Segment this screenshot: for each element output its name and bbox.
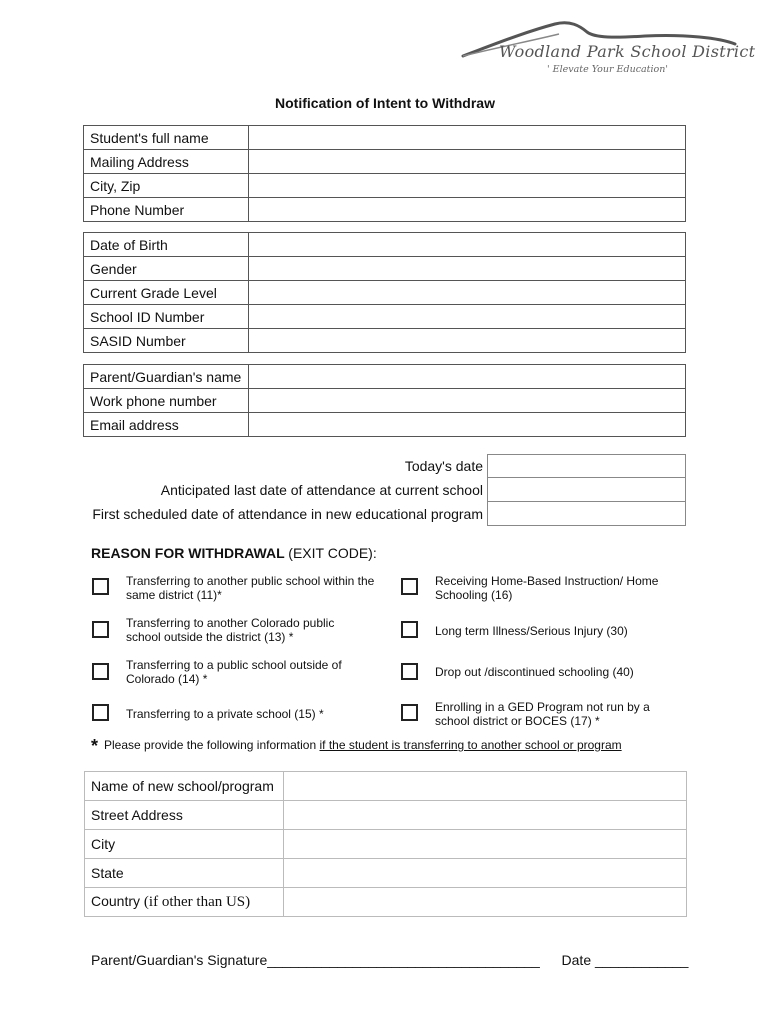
reason-option-label: Receiving Home-Based Instruction/ Home Schooling (16) <box>435 574 659 602</box>
field-label: Name of new school/program <box>85 772 284 801</box>
reason-heading <box>91 545 377 561</box>
field-label: Phone Number <box>84 198 249 222</box>
table-row <box>84 389 686 413</box>
student-info-table <box>83 125 686 222</box>
page-title: Notification of Intent to Withdraw <box>275 95 495 111</box>
todays-date-field[interactable] <box>487 454 686 478</box>
date-row <box>80 454 688 478</box>
table-row <box>84 329 686 353</box>
new-school-state-field[interactable] <box>284 859 687 888</box>
date-row <box>80 502 688 526</box>
table-row <box>84 281 686 305</box>
country-label: Country <box>91 893 141 909</box>
field-label: Date of Birth <box>84 233 249 257</box>
field-label: Parent/Guardian's name <box>84 365 249 389</box>
logo-name: Woodland Park School District <box>499 42 756 61</box>
field-label: Gender <box>84 257 249 281</box>
table-row <box>84 126 686 150</box>
district-logo <box>455 14 756 86</box>
field-label: City, Zip <box>84 174 249 198</box>
table-row <box>84 150 686 174</box>
email-field[interactable] <box>249 413 686 437</box>
reason-heading-text: REASON FOR WITHDRAWAL <box>91 545 285 561</box>
new-school-country-field[interactable] <box>284 888 687 917</box>
school-id-field[interactable] <box>249 305 686 329</box>
field-label: Student's full name <box>84 126 249 150</box>
date-label: Today's date <box>404 458 483 474</box>
checkbox-reason-17[interactable] <box>401 704 418 721</box>
field-label: City <box>85 830 284 859</box>
reason-option-label: Drop out /discontinued schooling (40) <box>435 665 634 679</box>
first-new-attendance-date-field[interactable] <box>487 502 686 526</box>
field-label: Email address <box>84 413 249 437</box>
phone-number-field[interactable] <box>249 198 686 222</box>
checkbox-reason-13[interactable] <box>92 621 109 638</box>
new-school-table <box>84 771 687 917</box>
checkbox-reason-16[interactable] <box>401 578 418 595</box>
checkbox-reason-40[interactable] <box>401 663 418 680</box>
date-label: First scheduled date of attendance in new educational program <box>92 506 483 522</box>
table-row <box>84 305 686 329</box>
sasid-field[interactable] <box>249 329 686 353</box>
date-row <box>80 478 688 502</box>
table-row <box>84 233 686 257</box>
field-label: Work phone number <box>84 389 249 413</box>
date-of-birth-field[interactable] <box>249 233 686 257</box>
table-row <box>84 257 686 281</box>
reason-option-label: Transferring to a public school outside of Colorado (14) * <box>126 658 342 686</box>
country-note: (if other than US) <box>143 894 251 910</box>
transfer-note <box>91 736 622 757</box>
reason-option-label: Enrolling in a GED Program not run by a school district or BOCES (17) * <box>435 700 650 728</box>
field-label: State <box>85 859 284 888</box>
student-name-field[interactable] <box>249 126 686 150</box>
field-label: Current Grade Level <box>84 281 249 305</box>
checkbox-reason-11[interactable] <box>92 578 109 595</box>
new-school-name-field[interactable] <box>284 772 687 801</box>
guardian-name-field[interactable] <box>249 365 686 389</box>
table-row <box>85 888 687 917</box>
signature-label[interactable]: Parent/Guardian's Signature___________________________________ <box>91 952 540 968</box>
table-row <box>84 174 686 198</box>
field-label: School ID Number <box>84 305 249 329</box>
checkbox-reason-14[interactable] <box>92 663 109 680</box>
logo-tagline: ' Elevate Your Education' <box>547 64 668 75</box>
table-row <box>85 772 687 801</box>
checkbox-reason-30[interactable] <box>401 621 418 638</box>
mailing-address-field[interactable] <box>249 150 686 174</box>
field-label <box>85 888 284 917</box>
new-school-street-field[interactable] <box>284 801 687 830</box>
date-label: Anticipated last date of attendance at current school <box>160 482 483 498</box>
table-row <box>84 198 686 222</box>
new-school-city-field[interactable] <box>284 830 687 859</box>
exit-code-label: (EXIT CODE): <box>288 545 377 561</box>
field-label: SASID Number <box>84 329 249 353</box>
gender-field[interactable] <box>249 257 686 281</box>
table-row <box>84 413 686 437</box>
note-star: * <box>91 736 99 756</box>
checkbox-reason-15[interactable] <box>92 704 109 721</box>
reason-option-label: Transferring to another Colorado public school outside the district (13) * <box>126 616 335 644</box>
signature-date-label[interactable]: Date ____________ <box>561 952 689 968</box>
table-row <box>85 830 687 859</box>
last-attendance-date-field[interactable] <box>487 478 686 502</box>
guardian-info-table <box>83 364 686 437</box>
reason-option-label: Transferring to a private school (15) * <box>126 707 324 721</box>
note-text: Please provide the following information <box>104 738 317 752</box>
table-row <box>84 365 686 389</box>
reason-option-label: Long term Illness/Serious Injury (30) <box>435 624 628 638</box>
table-row <box>85 859 687 888</box>
dates-section <box>80 454 688 526</box>
student-details-table <box>83 232 686 353</box>
city-zip-field[interactable] <box>249 174 686 198</box>
work-phone-field[interactable] <box>249 389 686 413</box>
signature-line <box>91 952 688 968</box>
note-underlined: if the student is transferring to another school or program <box>319 738 622 752</box>
field-label: Street Address <box>85 801 284 830</box>
table-row <box>85 801 687 830</box>
field-label: Mailing Address <box>84 150 249 174</box>
reason-option-label: Transferring to another public school within the same district (11)* <box>126 574 375 602</box>
grade-level-field[interactable] <box>249 281 686 305</box>
